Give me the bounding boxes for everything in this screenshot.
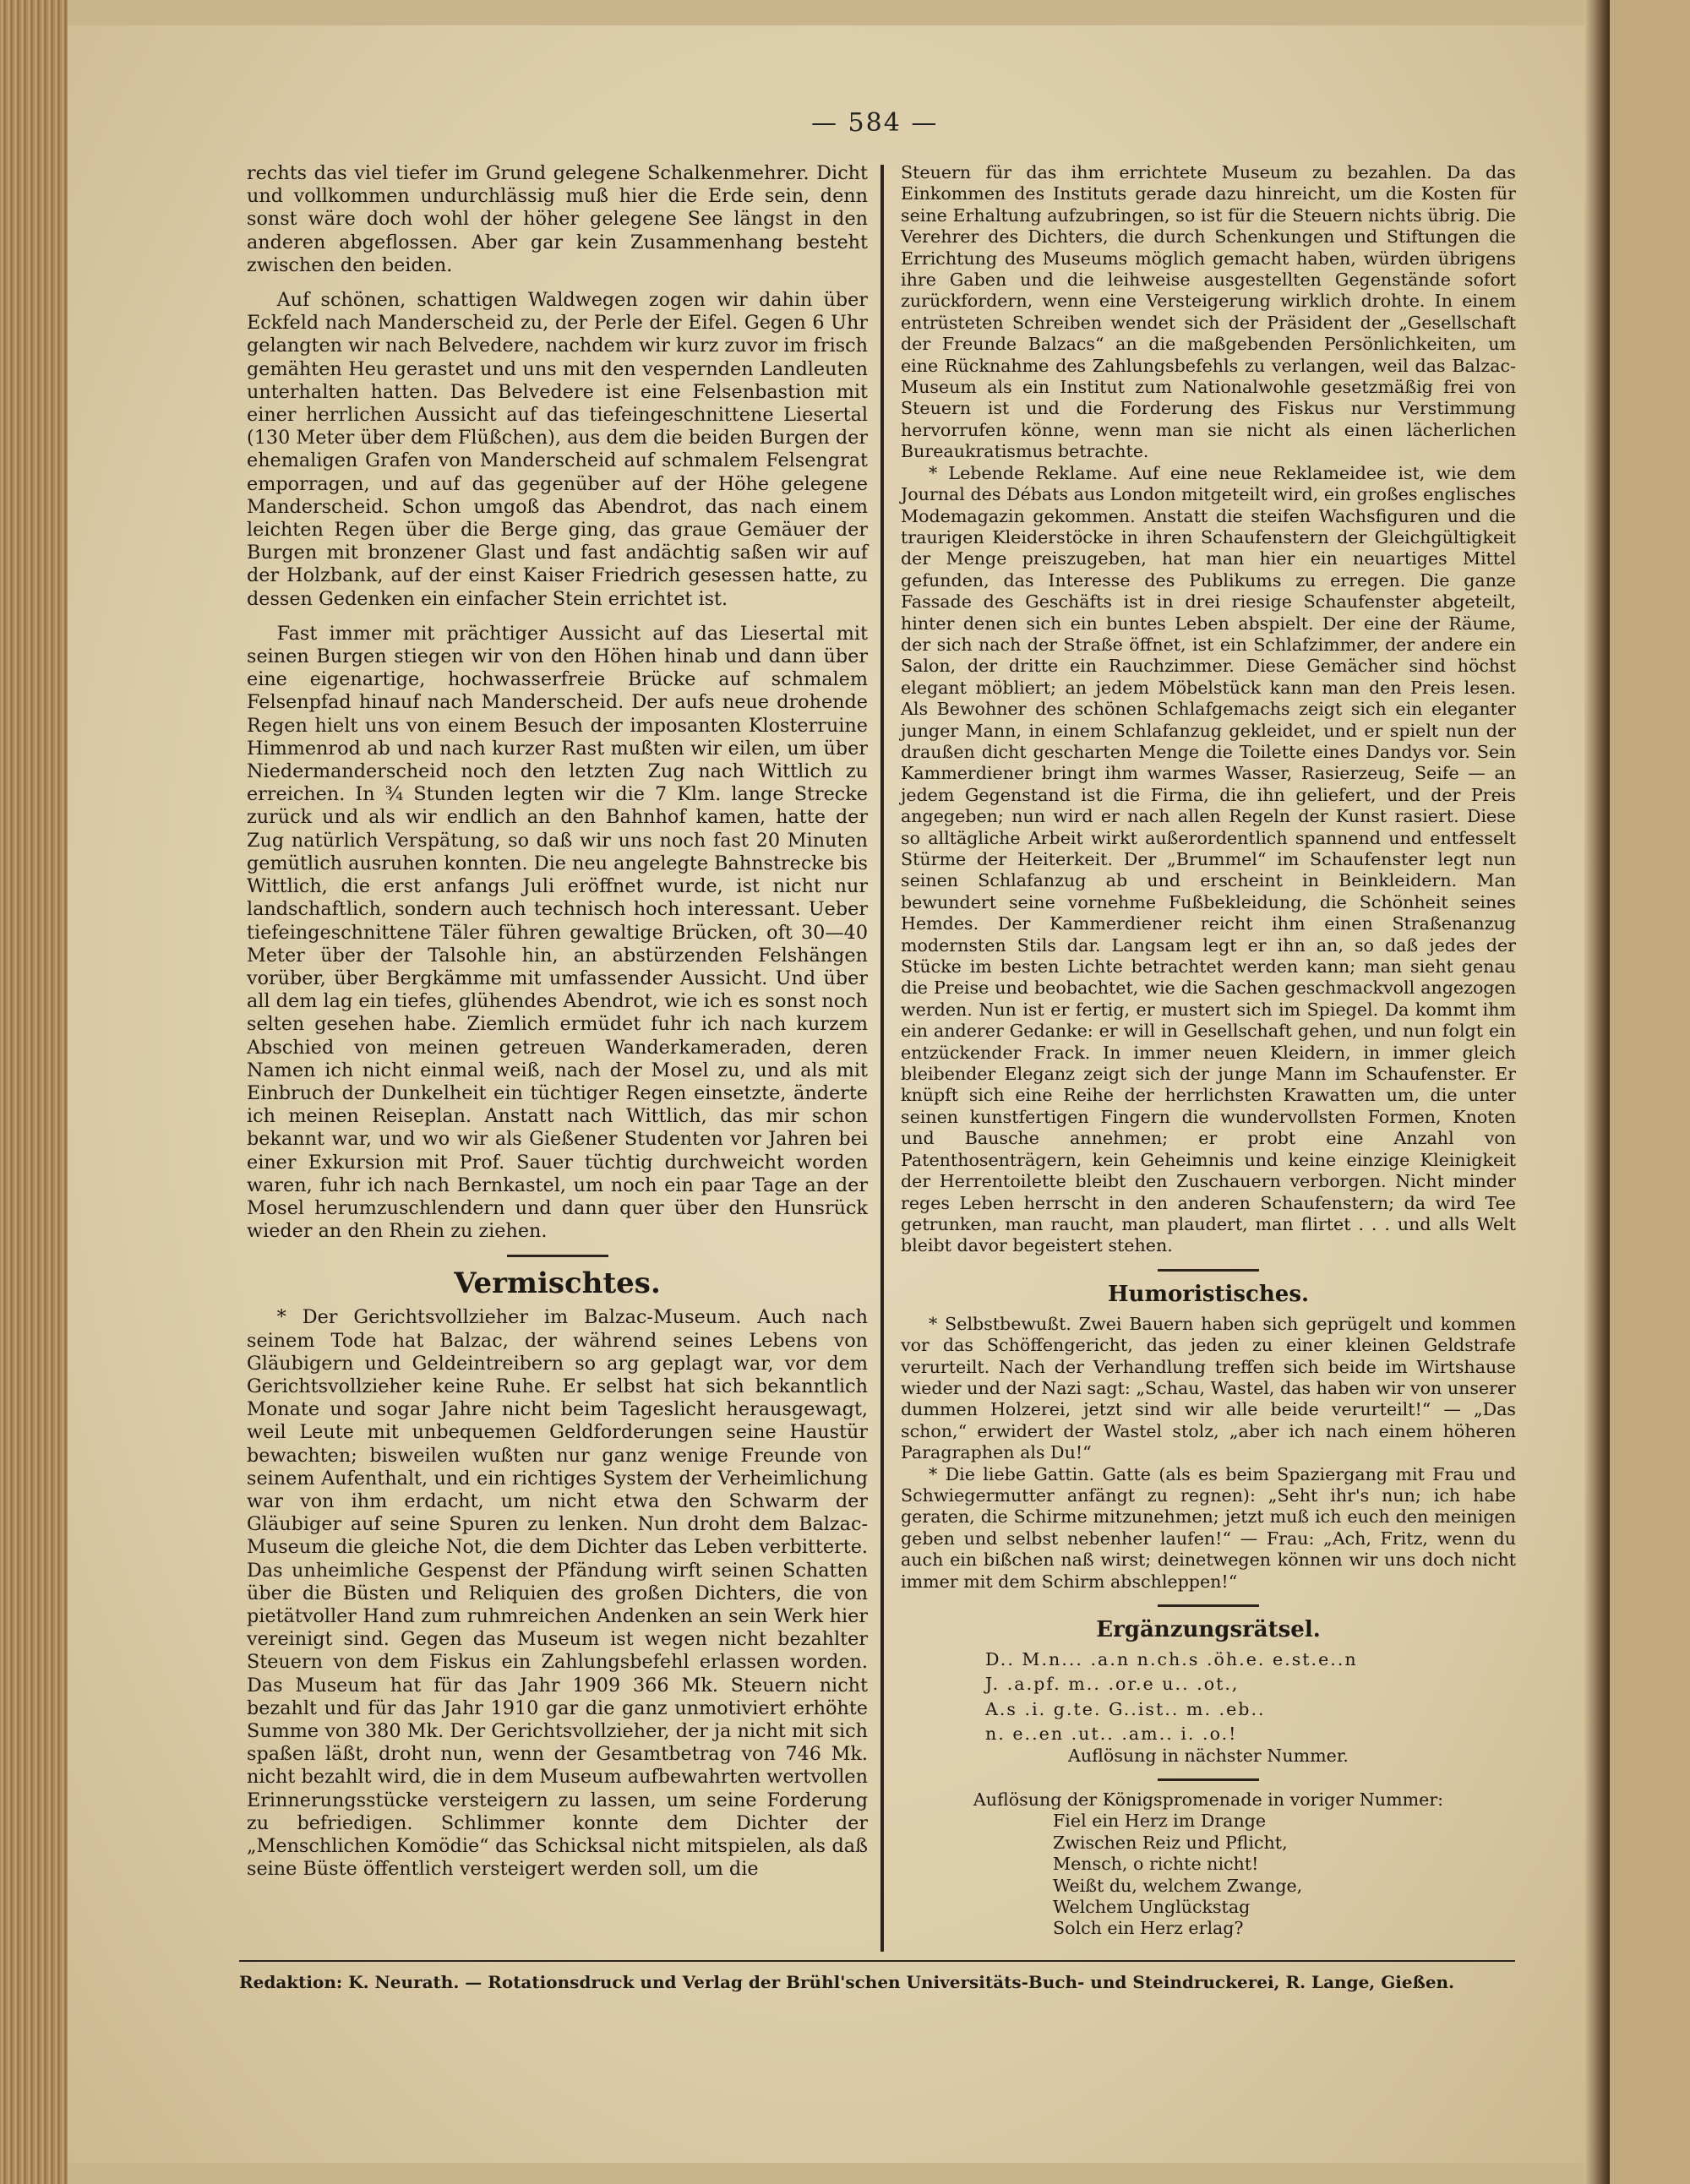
- right-column: [901, 162, 1516, 1940]
- puzzle-heading: Ergänzungsrätsel.: [1096, 1617, 1321, 1642]
- article-paragraph: Auf schönen, schattigen Waldwegen zogen wir dahin über Eckfeld nach Manderscheid zu, der Perle der Eifel. Gegen 6 Uhr gelangten wir nach Belvedere, nachdem wir kurz zuvor im frisch gemähten Heu gerastet und uns mit den vespernden Landleuten unterhalten hatten. Das Belvedere ist eine Felsenbastion mit einer herrlichen Aussicht auf das tiefeingeschnittene Liesertal (130 Meter über dem Flüßchen), aus dem die beiden Burgen der ehemaligen Grafen von Manderscheid auf schmalem Felsengrat emporragen, und auf das gegenüber auf der Höhe gelegene Manderscheid. Schon umgoß das Abendrot, das nach einem leichten Regen über die Berge ging, das graue Gemäuer der Burgen mit bronzener Glast und fast andächtig saßen wir auf der Holzbank, auf der einst Kaiser Friedrich gesessen hatte, zu dessen Gedenken ein einfacher Stein errichtet ist.: [247, 289, 868, 610]
- humor-heading: Humoristisches.: [1107, 1281, 1310, 1307]
- solution-line: Zwischen Reiz und Pflicht,: [1053, 1832, 1288, 1853]
- puzzle-note: Auflösung in nächster Nummer.: [1068, 1745, 1349, 1766]
- solution-line: Welchem Unglückstag: [1053, 1897, 1251, 1918]
- solution-heading: Auflösung der Königspromenade in voriger Nummer:: [973, 1789, 1444, 1811]
- column-divider: [880, 165, 884, 1952]
- article-paragraph: rechts das viel tiefer im Grund gelegene Schalkenmehrer. Dicht und vollkommen undurchlässig muß hier die Erde sein, denn sonst wäre doch wohl der höher gelegene See längst in den anderen abgeflossen. Aber gar kein Zusammenhang besteht zwischen den beiden.: [247, 162, 868, 276]
- puzzle-line: D.. M.n... .a.n n.ch.s .öh.e. e.st.e..n: [985, 1649, 1358, 1669]
- adjacent-page: [1610, 0, 1690, 2184]
- book-gutter: [1584, 0, 1610, 2184]
- imprint: Redaktion: K. Neurath. — Rotationsdruck und Verlag der Brühl'schen Universitäts-Buch- und Steindruckerei, R. Lange, Gießen.: [239, 1972, 1455, 1992]
- news-item-balzac: * Der Gerichtsvollzieher im Balzac-Museum. Auch nach seinem Tode hat Balzac, der während seines Lebens von Gläubigern und Geldeintreibern so arg geplagt war, vor dem Gerichtsvollzieher keine Ruhe. Er selbst hat sich bekanntlich Monate und sogar Jahre nicht beim Tageslicht herausgewagt, weil Leute mit unbequemen Geldforderungen seine Haustür bewachten; bisweilen wußten nur ganz wenige Freunde von seinem Aufenthalt, und ein richtiges System der Verheimlichung war von ihm erdacht, um nicht etwa den Schwarm der Gläubiger auf seine Spuren zu lenken. Nun droht dem Balzac-Museum die gleiche Not, die dem Dichter das Leben verbitterte. Das unheimliche Gespenst der Pfändung wirft seinen Schatten über die Büsten und Reliquien des großen Dichters, die von pietätvoller Hand zum ruhmreichen Andenken an sein Werk hier vereinigt sind. Gegen das Museum ist wegen nicht bezahlter Steuern von dem Fiskus ein Zahlungsbefehl erlassen worden. Das Museum hat für das Jahr 1909 366 Mk. Steuern nicht bezahlt und für das Jahr 1910 gar die ganz unmotiviert erhöhte Summe von 380 Mk. Der Gerichtsvollzieher, der ja nicht mit sich spaßen läßt, droht nun, wenn der Gesamtbetrag von 746 Mk. nicht bezahlt wird, die in dem Museum aufbewahrten wertvollen Erinnerungsstücke versteigern zu lassen, um seine Forderung zu befriedigen. Schlimmer konnte dem Dichter der „Menschlichen Komödie“ das Schicksal nicht mitspielen, als daß seine Büste öffentlich versteigert werden soll, um die: [247, 1306, 868, 1881]
- section-divider: [1158, 1604, 1259, 1607]
- solution-line: Mensch, o richte nicht!: [1053, 1854, 1259, 1875]
- solution-line: Weißt du, welchem Zwange,: [1053, 1875, 1303, 1896]
- puzzle-line: A.s .i. g.te. G..ist.. m. .eb..: [985, 1698, 1266, 1719]
- section-divider: [1158, 1778, 1259, 1781]
- news-item-reklame: * Lebende Reklame. Auf eine neue Reklameidee ist, wie dem Journal des Débats aus London mitgeteilt wird, ein großes englisches Modemagazin gekommen. Anstatt die steifen Wachsfiguren und die traurigen Kleiderstöcke in ihren Schaufenstern der Gleichgültigkeit der Menge preiszugeben, hat man hier ein neuartiges Mittel gefunden, das Interesse des Publikums zu erregen. Die ganze Fassade des Geschäfts ist in drei riesige Schaufenster abgeteilt, hinter denen sich ein buntes Leben abspielt. Der eine der Räume, der sich nach der Straße öffnet, ist ein Schlafzimmer, der andere ein Salon, der dritte ein Rauchzimmer. Diese Gemächer sind höchst elegant möbliert; an jedem Möbelstück kann man den Preis lesen. Als Bewohner des schönen Schlafgemachs zeigt sich ein eleganter junger Mann, in einem Schlafanzug gekleidet, und er spielt nun der draußen dicht gescharten Menge die Toilette eines Dandys vor. Sein Kammerdiener bringt ihm warmes Wasser, Rasierzeug, Seife — an jedem Gegenstand ist die Firma, die ihn geliefert, und der Preis angegeben; nun wird er nach allen Regeln der Kunst rasiert. Diese so alltägliche Arbeit wirkt außerordentlich spannend und entfesselt Stürme der Heiterkeit. Der „Brummel“ im Schaufenster legt nun seinen Schlafanzug ab und erscheint in Beinkleidern. Man bewundert seine vornehme Fußbekleidung, die Schönheit seines Hemdes. Der Kammerdiener reicht ihm einen Straßenanzug modernsten Stils dar. Langsam legt er ihn an, so daß jedes der Stücke im besten Lichte betrachtet werden kann; man sieht genau die Preise und beobachtet, wie die Sachen geschmackvoll angezogen werden. Nun ist er fertig, er mustert sich im Spiegel. Da kommt ihm ein anderer Gedanke: er will in Gesellschaft gehen, und nun folgt ein entzückender Frack. In immer neuen Kleidern, in immer gleich bleibender Eleganz zeigt sich der junge Mann im Schaufenster. Er knüpft sich eine Reihe der herrlichsten Krawatten um, die unter seinen kunstfertigen Fingern die wundervollsten Formen, Knoten und Bausche annehmen; er probt eine Anzahl von Patenthosenträgern, kein Geheimnis und keine einzige Kleinigkeit der Herrentoilette bleibt den Zuschauern verborgen. Nicht minder reges Leben herrscht in den anderen Schaufenstern; da wird Tee getrunken, man raucht, man plaudert, man flirtet . . . und alls Welt bleibt davor begeistert stehen.: [901, 462, 1516, 1256]
- book-fore-edge: [0, 0, 68, 2184]
- section-divider: [1158, 1269, 1259, 1272]
- puzzle-line: n. e..en .ut.. .am.. i. .o.!: [985, 1724, 1238, 1745]
- left-column: [247, 162, 868, 1881]
- joke-item: * Die liebe Gattin. Gatte (als es beim Spaziergang mit Frau und Schwiegermutter anfängt zu regnen): „Seht ihr's nun; ich habe geraten, die Schirme mitzunehmen; jetzt muß ich euch den meinigen geben und selbst nebenher laufen!“ — Frau: „Ach, Fritz, wenn du auch ein bißchen naß wirst; deinetwegen können wir uns doch nicht immer mit dem Schirm abschleppen!“: [901, 1463, 1516, 1592]
- joke-item: * Selbstbewußt. Zwei Bauern haben sich geprügelt und kommen vor das Schöffengericht, das jeden zu einer kleinen Geldstrafe verurteilt. Nach der Verhandlung treffen sich beide im Wirtshause wieder und der Nazi sagt: „Schau, Wastel, das haben wir von unserer dummen Holzerei, jetzt sind wir alle beide verurteilt!“ — „Das schon,“ erwidert der Wastel stolz, „aber ich nach einem höheren Paragraphen als Du!“: [901, 1313, 1516, 1463]
- solution-line: Solch ein Herz erlag?: [1053, 1918, 1244, 1939]
- footer-rule: [239, 1960, 1515, 1962]
- puzzle-line: J. .a.pf. m.. .or.e u.. .ot.,: [985, 1674, 1240, 1695]
- news-item-balzac-continued: Steuern für das ihm errichtete Museum zu bezahlen. Da das Einkommen des Instituts gerade dazu hinreicht, um die Kosten für seine Erhaltung aufzubringen, so ist für die Steuern nichts übrig. Die Verehrer des Dichters, die durch Schenkungen und Stiftungen die Errichtung des Museums möglich gemacht haben, würden übrigens ihre Gaben und die leihweise ausgestellten Gegenstände sofort zurückfordern, wenn eine Versteigerung wirklich drohte. In einem entrüsteten Schreiben wendet sich der Präsident der „Gesellschaft der Freunde Balzacs“ an die maßgebenden Persönlichkeiten, um eine Rücknahme des Zahlungsbefehls zu verlangen, weil das Balzac-Museum als ein Institut zum Nationalwohle gesetzmäßig frei von Steuern ist und die Forderung des Fiskus nur Verstimmung hervorrufen könne, wenn man sie nicht als einen lächerlichen Bureaukratismus betrachte.: [901, 162, 1516, 462]
- page-number: — 584 —: [811, 108, 939, 138]
- article-paragraph: Fast immer mit prächtiger Aussicht auf das Liesertal mit seinen Burgen stiegen wir von den Höhen hinab und dann über eine eigenartige, hochwasserfreie Brücke auf schmalem Felsenpfad hinauf nach Manderscheid. Der aufs neue drohende Regen hielt uns von einem Besuch der imposanten Klosterruine Himmenrod ab und nach kurzer Rast mußten wir eilen, um über Niedermanderscheid noch den letzten Zug nach Wittlich zu erreichen. In ¾ Stunden legten wir die 7 Klm. lange Strecke zurück und als wir endlich an den Bahnhof kamen, hatte der Zug natürlich Verspätung, so daß wir uns noch fast 20 Minuten gemütlich ausruhen konnten. Die neu angelegte Bahnstrecke bis Wittlich, die erst anfangs Juli eröffnet wurde, ist nicht nur landschaftlich, sondern auch technisch hoch interessant. Ueber tiefeingeschnittene Täler führen gewaltige Brücken, oft 30—40 Meter über der Talsohle hin, an abstürzenden Felshängen vorüber, über Bergkämme mit umfassender Aussicht. Und über all dem lag ein tiefes, glühendes Abendrot, wie ich es sonst noch selten gesehen habe. Ziemlich ermüdet fuhr ich nach kurzem Abschied von meinen getreuen Wanderkameraden, deren Namen ich nicht einmal weiß, nach der Mosel zu, und als mit Einbruch der Dunkelheit ein tüchtiger Regen einsetzte, änderte ich meinen Reiseplan. Anstatt nach Wittlich, das mir schon bekannt war, und wo wir als Gießener Studenten vor Jahren bei einer Exkursion mit Prof. Sauer tüchtig durchweicht worden waren, fuhr ich nach Bernkastel, um noch ein paar Tage an der Mosel herumzuschlendern und dann quer über den Hunsrück wieder an den Rhein zu ziehen.: [247, 622, 868, 1243]
- solution-line: Fiel ein Herz im Drange: [1053, 1811, 1267, 1832]
- vermischtes-heading: Vermischtes.: [454, 1266, 661, 1301]
- section-divider: [507, 1255, 608, 1257]
